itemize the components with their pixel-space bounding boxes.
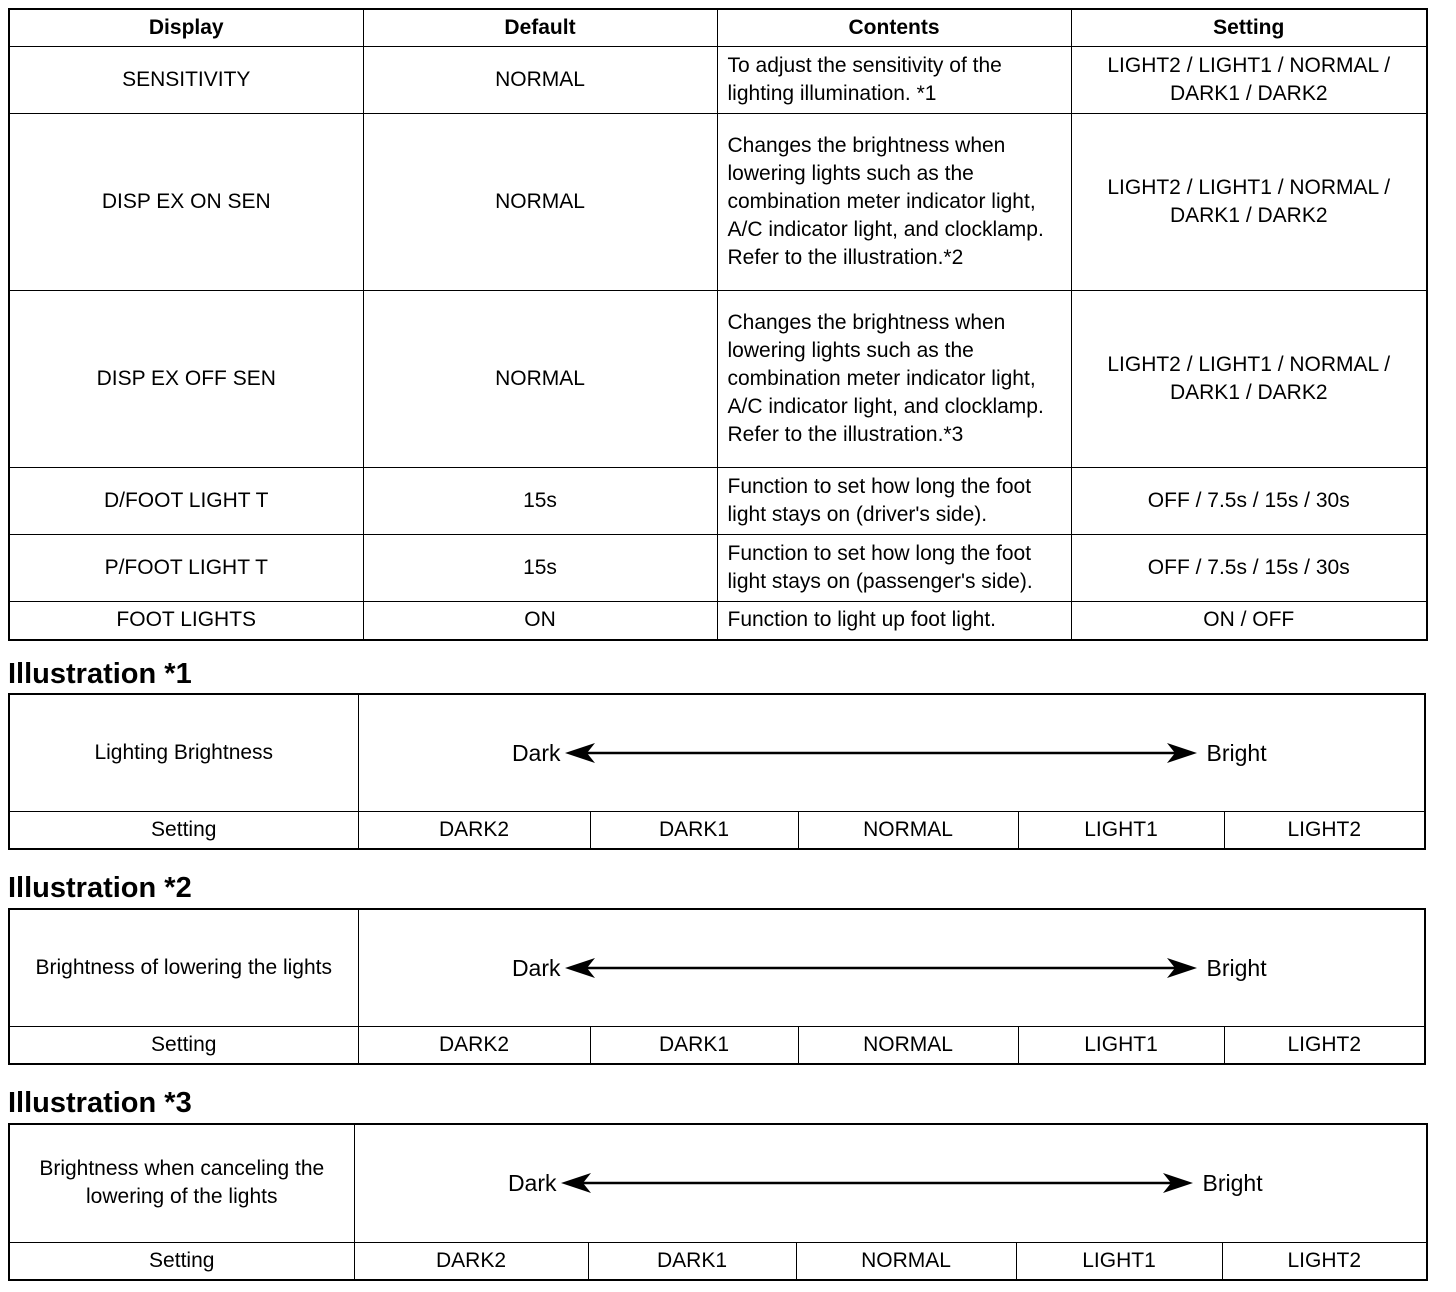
illustration-2-title: Illustration *2 xyxy=(8,872,192,904)
header-default: Default xyxy=(363,9,717,47)
illustration-2-table xyxy=(8,908,1426,1065)
illustration-setting-row xyxy=(9,811,1425,849)
table-row xyxy=(9,47,1427,114)
double-arrow-icon xyxy=(565,956,1197,980)
setting-label: Setting xyxy=(9,1026,358,1064)
scale-bright-label: Bright xyxy=(1206,739,1267,766)
double-arrow-icon xyxy=(561,1171,1193,1195)
setting-value: LIGHT1 xyxy=(1018,1026,1224,1064)
cell-contents: To adjust the sensitivity of the lighting illumination. *1 xyxy=(717,47,1071,114)
brightness-scale xyxy=(358,694,1425,811)
illustration-setting-row xyxy=(9,1026,1425,1064)
cell-contents: Function to set how long the foot light stays on (driver's side). xyxy=(717,468,1071,535)
illustration-1-table xyxy=(8,693,1426,850)
cell-setting: LIGHT2 / LIGHT1 / NORMAL / DARK1 / DARK2 xyxy=(1071,114,1427,291)
scale-bright-label: Bright xyxy=(1202,1170,1263,1197)
cell-default: 15s xyxy=(363,468,717,535)
table-row xyxy=(9,468,1427,535)
header-display: Display xyxy=(9,9,363,47)
setting-value: DARK1 xyxy=(590,1026,798,1064)
cell-display: SENSITIVITY xyxy=(9,47,363,114)
illustration-scale-row xyxy=(9,694,1425,811)
scale-dark-label: Dark xyxy=(511,954,561,981)
cell-display: DISP EX ON SEN xyxy=(9,114,363,291)
cell-display: DISP EX OFF SEN xyxy=(9,291,363,468)
brightness-scale xyxy=(358,909,1425,1026)
illustration-scale-row xyxy=(9,1124,1427,1242)
table-row xyxy=(9,291,1427,468)
setting-value: DARK2 xyxy=(358,811,590,849)
cell-contents: Function to set how long the foot light stays on (passenger's side). xyxy=(717,535,1071,602)
setting-value: DARK1 xyxy=(588,1242,796,1280)
setting-value: LIGHT2 xyxy=(1222,1242,1427,1280)
setting-value: NORMAL xyxy=(798,811,1018,849)
setting-value: DARK1 xyxy=(590,811,798,849)
illustration-row-label: Brightness when canceling the lowering of the lights xyxy=(9,1124,354,1242)
scale-bright-label: Bright xyxy=(1206,954,1267,981)
header-setting: Setting xyxy=(1071,9,1427,47)
illustration-row-label: Brightness of lowering the lights xyxy=(9,909,358,1026)
table-row xyxy=(9,114,1427,291)
cell-default: NORMAL xyxy=(363,114,717,291)
cell-display: D/FOOT LIGHT T xyxy=(9,468,363,535)
scale-dark-label: Dark xyxy=(511,739,561,766)
setting-value: NORMAL xyxy=(798,1026,1018,1064)
brightness-scale xyxy=(354,1124,1427,1242)
scale-dark-label: Dark xyxy=(507,1170,557,1197)
illustration-scale-row xyxy=(9,909,1425,1026)
illustration-3-table xyxy=(8,1123,1428,1281)
cell-display: FOOT LIGHTS xyxy=(9,602,363,640)
double-arrow-icon xyxy=(565,741,1197,765)
cell-contents: Function to light up foot light. xyxy=(717,602,1071,640)
illustration-3-title: Illustration *3 xyxy=(8,1087,192,1119)
cell-setting: OFF / 7.5s / 15s / 30s xyxy=(1071,535,1427,602)
cell-default: NORMAL xyxy=(363,47,717,114)
setting-value: DARK2 xyxy=(354,1242,588,1280)
table-row xyxy=(9,602,1427,640)
cell-display: P/FOOT LIGHT T xyxy=(9,535,363,602)
setting-label: Setting xyxy=(9,1242,354,1280)
cell-default: 15s xyxy=(363,535,717,602)
cell-contents: Changes the brightness when lowering lights such as the combination meter indicator light, A/C indicator light, and clocklamp. Refer to the illustration.*3 xyxy=(717,291,1071,468)
cell-default: ON xyxy=(363,602,717,640)
table-header-row xyxy=(9,9,1427,47)
cell-contents: Changes the brightness when lowering lights such as the combination meter indicator light, A/C indicator light, and clocklamp. Refer to the illustration.*2 xyxy=(717,114,1071,291)
cell-setting: OFF / 7.5s / 15s / 30s xyxy=(1071,468,1427,535)
setting-value: DARK2 xyxy=(358,1026,590,1064)
cell-setting: LIGHT2 / LIGHT1 / NORMAL / DARK1 / DARK2 xyxy=(1071,47,1427,114)
table-row xyxy=(9,535,1427,602)
setting-label: Setting xyxy=(9,811,358,849)
setting-value: LIGHT1 xyxy=(1016,1242,1222,1280)
cell-setting: ON / OFF xyxy=(1071,602,1427,640)
setting-value: LIGHT1 xyxy=(1018,811,1224,849)
cell-setting: LIGHT2 / LIGHT1 / NORMAL / DARK1 / DARK2 xyxy=(1071,291,1427,468)
setting-value: LIGHT2 xyxy=(1224,811,1425,849)
cell-default: NORMAL xyxy=(363,291,717,468)
settings-table xyxy=(8,8,1428,641)
header-contents: Contents xyxy=(717,9,1071,47)
illustration-row-label: Lighting Brightness xyxy=(9,694,358,811)
setting-value: NORMAL xyxy=(796,1242,1016,1280)
illustration-setting-row xyxy=(9,1242,1427,1280)
setting-value: LIGHT2 xyxy=(1224,1026,1425,1064)
illustration-1-title: Illustration *1 xyxy=(8,658,192,690)
